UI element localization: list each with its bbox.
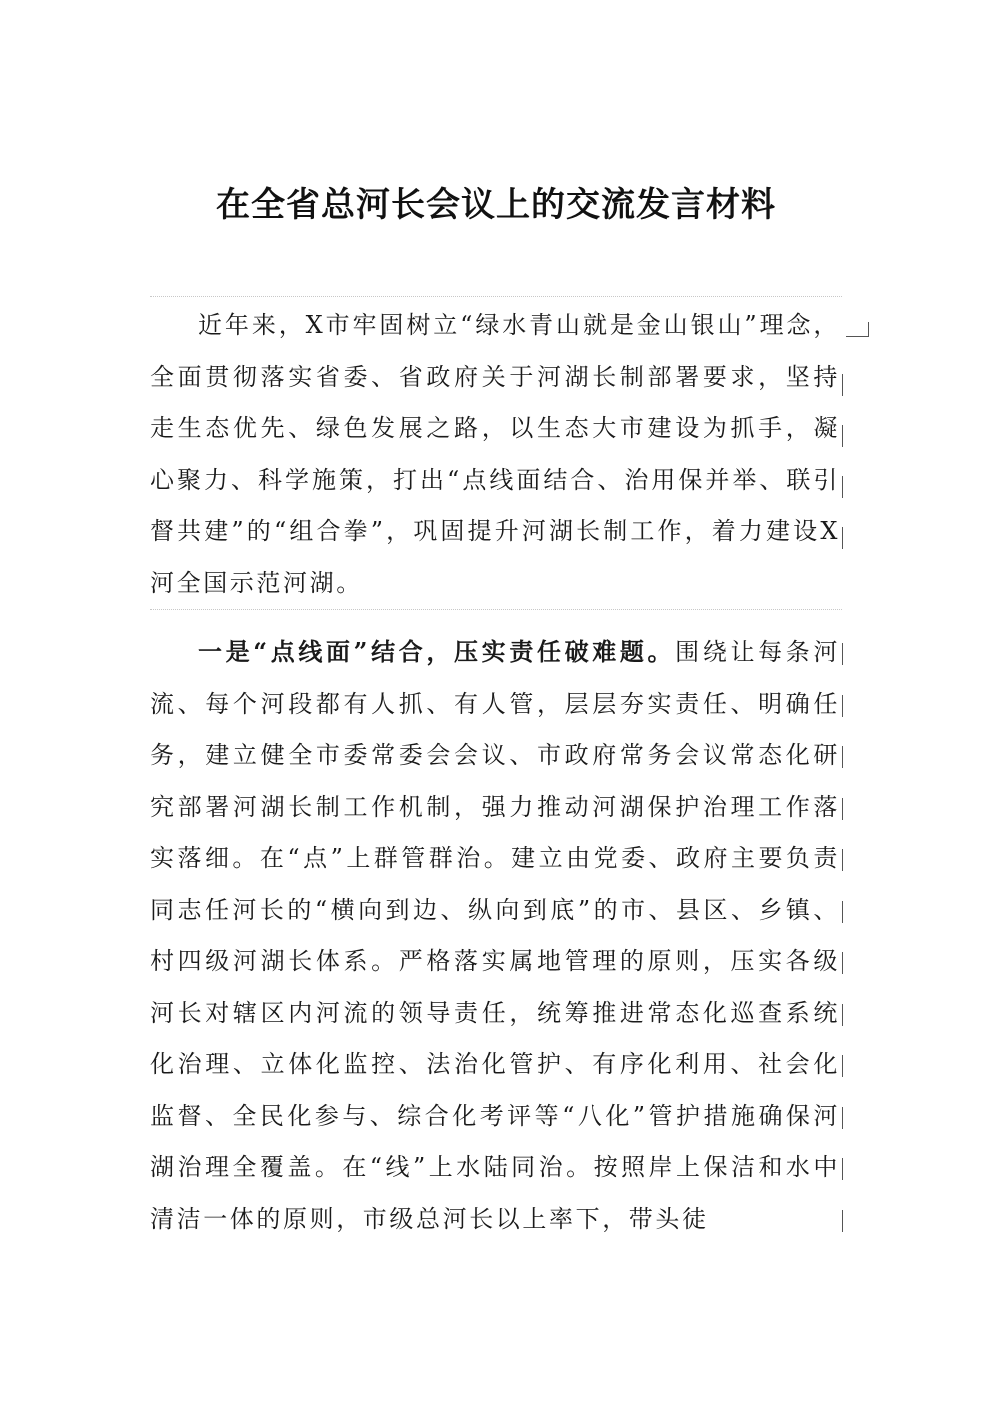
section-1-lead: 一是“点线面”结合，压实责任破难题。 — [198, 637, 676, 666]
line-end-mark — [842, 527, 843, 549]
intro-paragraph: 近年来，X市牢固树立“绿水青山就是金山银山”理念，全面贯彻落实省委、省政府关于河湖长制部署要求，坚持走生态优先、绿色发展之路，以生态大市建设为抓手，凝心聚力、科学施策，打出“点线面结合、治用保并举、联引督共建”的“组合拳”，巩固提升河湖长制工作，着力建设X河全国示范河湖。 — [150, 311, 840, 597]
line-end-mark — [842, 1210, 843, 1232]
intro-top-rule — [150, 296, 842, 297]
line-end-mark — [842, 1107, 843, 1129]
line-end-mark — [842, 849, 843, 871]
line-end-mark — [842, 1158, 843, 1180]
line-end-mark — [842, 952, 843, 974]
line-end-mark — [842, 901, 843, 923]
text-boundary-corner-mark — [846, 322, 869, 337]
line-end-mark — [842, 1004, 843, 1026]
line-end-mark — [842, 476, 843, 498]
section-1-paragraph — [150, 626, 840, 1245]
section-1-text: 围绕让每条河流、每个河段都有人抓、有人管，层层夯实责任、明确任务，建立健全市委常委会会议、市政府常务会议常态化研究部署河湖长制工作机制，强力推动河湖保护治理工作落实落细。在“点”上群管群治。建立由党委、政府主要负责同志任河长的“横向到边、纵向到底”的市、县区、乡镇、村四级河湖长体系。严格落实属地管理的原则，压实各级河长对辖区内河流的领导责任，统筹推进常态化巡查系统化治理、立体化监控、法治化管护、有序化利用、社会化监督、全民化参与、综合化考评等“八化”管护措施确保河湖治理全覆盖。在“线”上水陆同治。按照岸上保洁和水中清洁一体的原则，市级总河长以上率下，带头徒 — [150, 638, 840, 1233]
intro-bottom-rule — [150, 609, 842, 610]
line-end-mark — [842, 1055, 843, 1077]
line-end-mark — [842, 746, 843, 768]
document-title: 在全省总河长会议上的交流发言材料 — [216, 184, 776, 225]
line-end-mark — [842, 374, 843, 396]
line-end-mark — [842, 425, 843, 447]
line-end-mark — [842, 695, 843, 717]
line-end-mark — [842, 643, 843, 665]
line-end-mark — [842, 798, 843, 820]
